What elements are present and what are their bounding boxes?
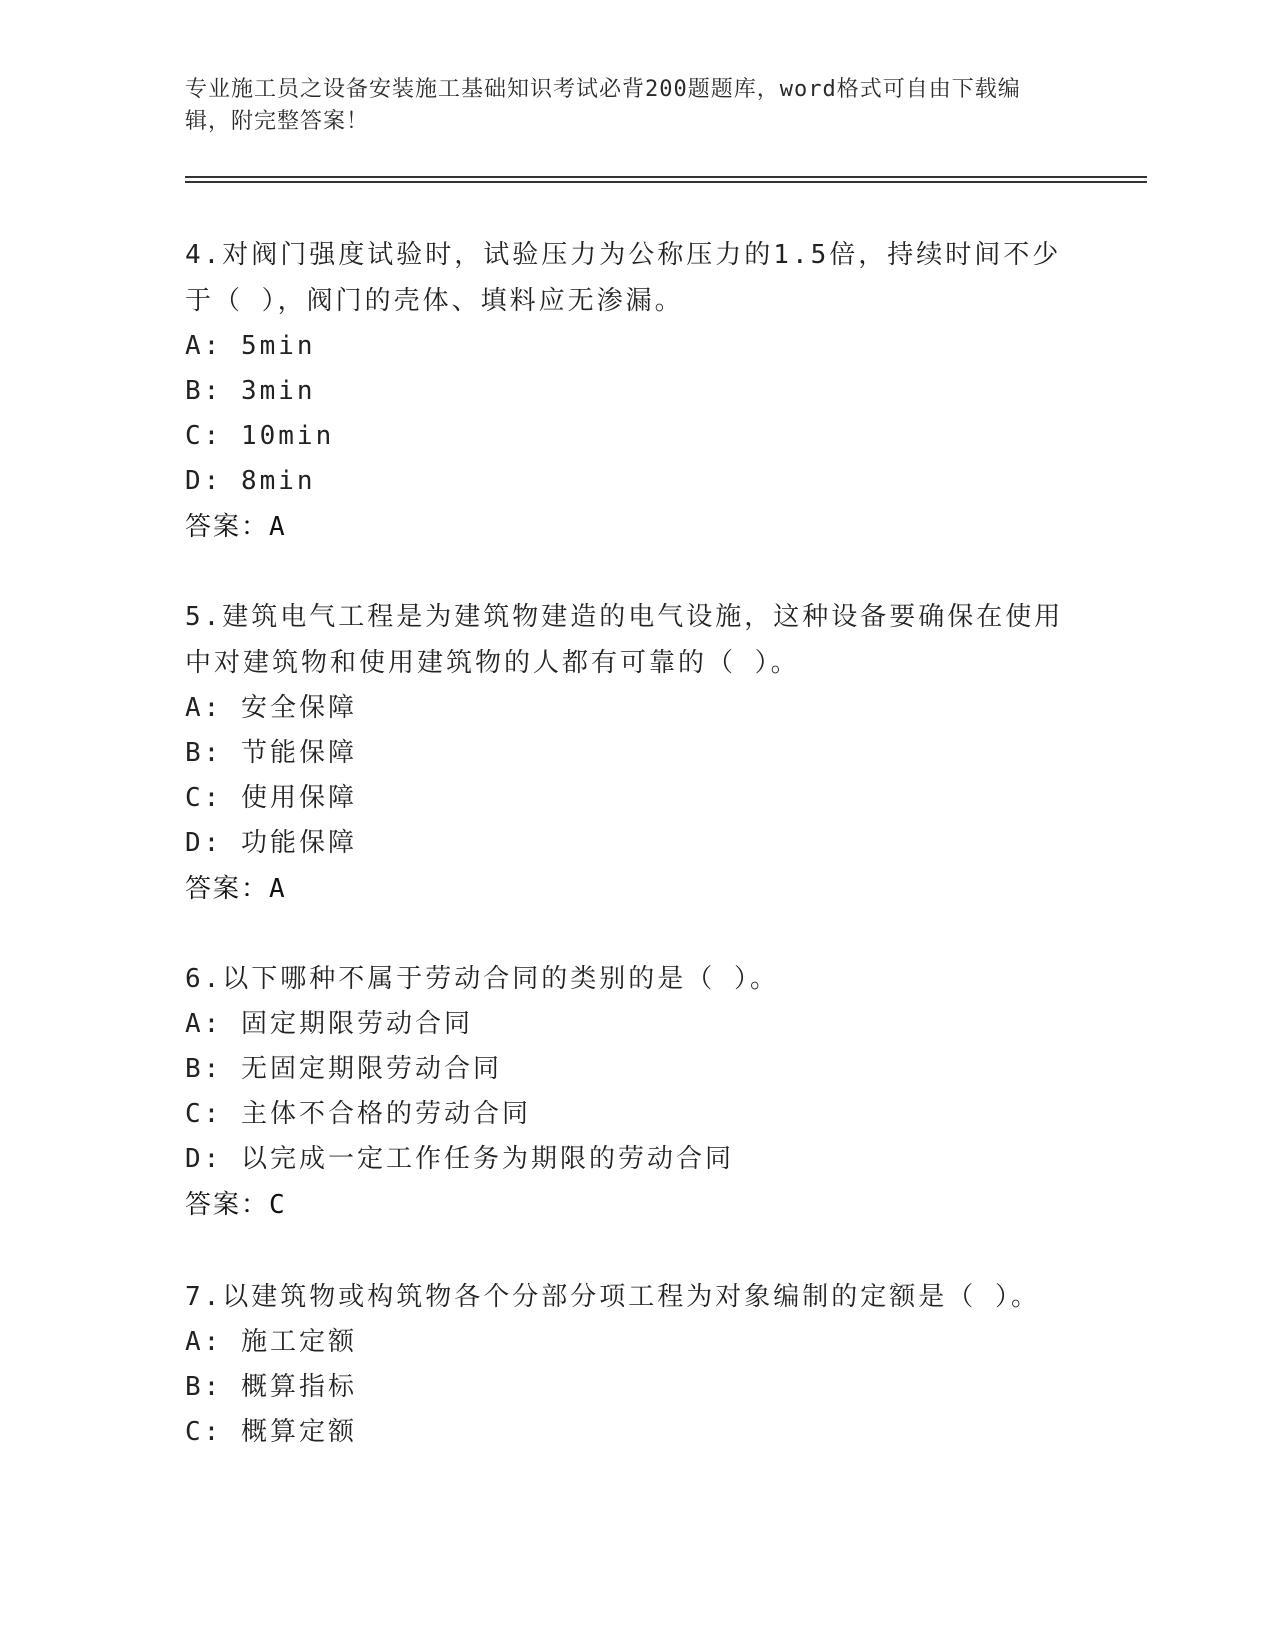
option-a: A: 施工定额 [185,1327,357,1357]
answer-label: 答案： [185,1190,270,1220]
question-stem: 6.以下哪种不属于劳动合同的类别的是（ ）。 [185,964,779,994]
option-d: D: 8min [185,466,316,496]
option-d: D: 以完成一定工作任务为期限的劳动合同 [185,1144,734,1174]
header-divider-top [185,176,1147,178]
option-c: C: 使用保障 [185,783,357,813]
option-b: B: 3min [185,376,316,406]
option-c: C: 主体不合格的劳动合同 [185,1099,531,1129]
option-a: A: 安全保障 [185,693,357,723]
answer-label: 答案： [185,512,270,542]
answer-value: A [269,874,287,904]
answer-line [185,504,1065,550]
option-b: B: 概算指标 [185,1372,357,1402]
question-stem: 4.对阀门强度试验时，试验压力为公称压力的1.5倍，持续时间不少于（ ），阀门的壳体、填料应无渗漏。 [185,240,1062,316]
question-7 [185,1274,1065,1455]
answer-value: A [269,512,287,542]
document-title: 专业施工员之设备安装施工基础知识考试必背200题题库，word格式可自由下载编辑，附完整答案！ [185,77,1021,134]
option-d: D: 功能保障 [185,828,357,858]
header-divider-bottom [185,181,1147,183]
answer-line [185,1182,1065,1228]
answer-line [185,866,1065,912]
answer-value: C [269,1190,287,1220]
question-5 [185,594,1065,912]
question-6 [185,956,1065,1228]
option-c: C: 概算定额 [185,1417,357,1447]
question-4 [185,232,1065,550]
option-a: A: 5min [185,331,316,361]
question-stem: 5.建筑电气工程是为建筑物建造的电气设施，这种设备要确保在使用中对建筑物和使用建筑物的人都有可靠的（ ）。 [185,602,1064,678]
answer-label: 答案： [185,874,270,904]
option-a: A: 固定期限劳动合同 [185,1009,473,1039]
option-b: B: 无固定期限劳动合同 [185,1054,502,1084]
question-stem: 7.以建筑物或构筑物各个分部分项工程为对象编制的定额是（ ）。 [185,1282,1040,1312]
option-b: B: 节能保障 [185,738,357,768]
option-c: C: 10min [185,421,335,451]
